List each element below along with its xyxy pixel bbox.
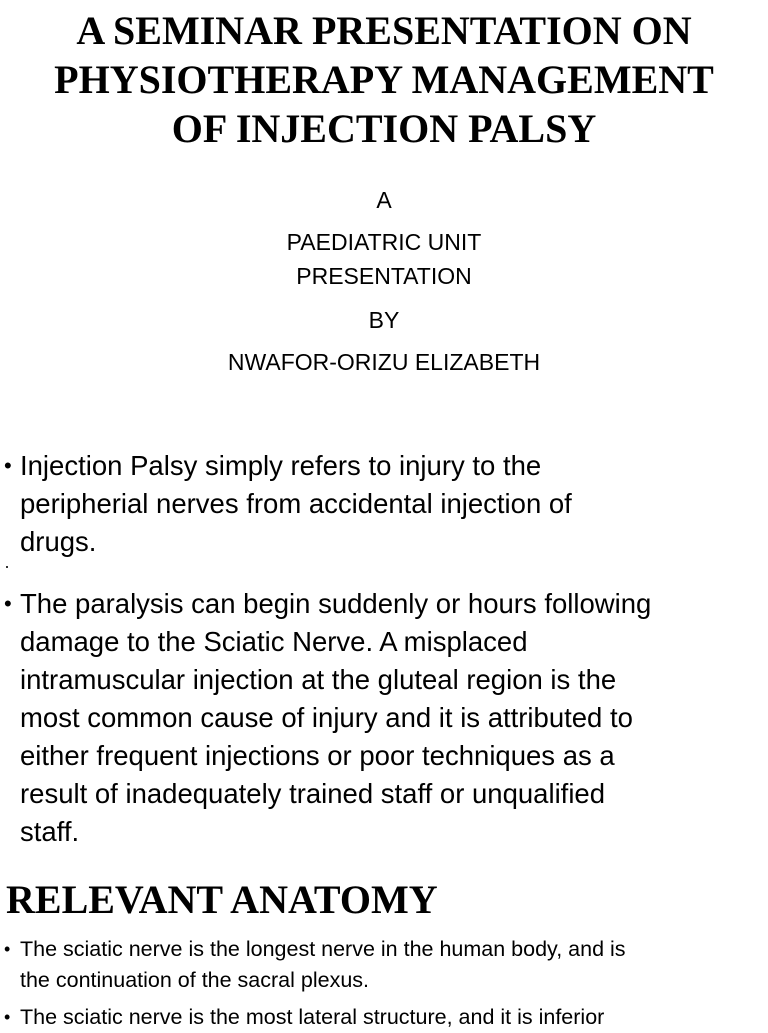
bullet-icon: • [4,1007,11,1027]
bullet-line: most common cause of injury and it is attributed to [20,702,633,733]
bullet-icon: • [4,939,11,959]
paralysis-bullet-list [4,585,764,851]
bullet-line: drugs. [20,526,97,557]
bullet-item [4,934,764,996]
title-line: OF INJECTION PALSY [171,106,597,151]
intro-bullet-list [4,447,764,561]
page-title [0,6,768,153]
bullet-line: either frequent injections or poor techniques as a [20,740,615,771]
author-name: NWAFOR-ORIZU ELIZABETH [227,349,541,375]
bullet-line: The sciatic nerve is the longest nerve in the human body, and is [20,937,626,961]
bullet-line: the continuation of the sacral plexus. [20,968,369,992]
section-heading: RELEVANT ANATOMY [6,877,438,922]
subtitle-a: A [376,187,392,213]
anatomy-bullet-list [4,934,764,1033]
stray-mark [6,566,8,568]
subtitle-by: BY [368,307,400,333]
bullet-item [4,1002,764,1033]
bullet-icon: • [4,591,12,616]
bullet-line: intramuscular injection at the gluteal region is the [20,664,617,695]
bullet-line: result of inadequately trained staff or unqualified [20,778,606,809]
subtitle-presentation: PRESENTATION [296,263,472,289]
bullet-icon: • [4,453,12,478]
bullet-item [4,447,764,561]
title-line: PHYSIOTHERAPY MANAGEMENT [54,57,714,102]
bullet-line: damage to the Sciatic Nerve. A misplaced [20,626,528,657]
bullet-line: The sciatic nerve is the most lateral structure, and it is inferior [20,1005,605,1029]
bullet-line: peripherial nerves from accidental injection of [20,488,572,519]
bullet-line: Injection Palsy simply refers to injury to the [20,450,542,481]
bullet-line: staff. [20,816,80,847]
title-line: A SEMINAR PRESENTATION ON [76,8,692,53]
bullet-item [4,585,764,851]
bullet-line: The paralysis can begin suddenly or hours following [20,588,652,619]
subtitle-unit: PAEDIATRIC UNIT [286,229,482,255]
